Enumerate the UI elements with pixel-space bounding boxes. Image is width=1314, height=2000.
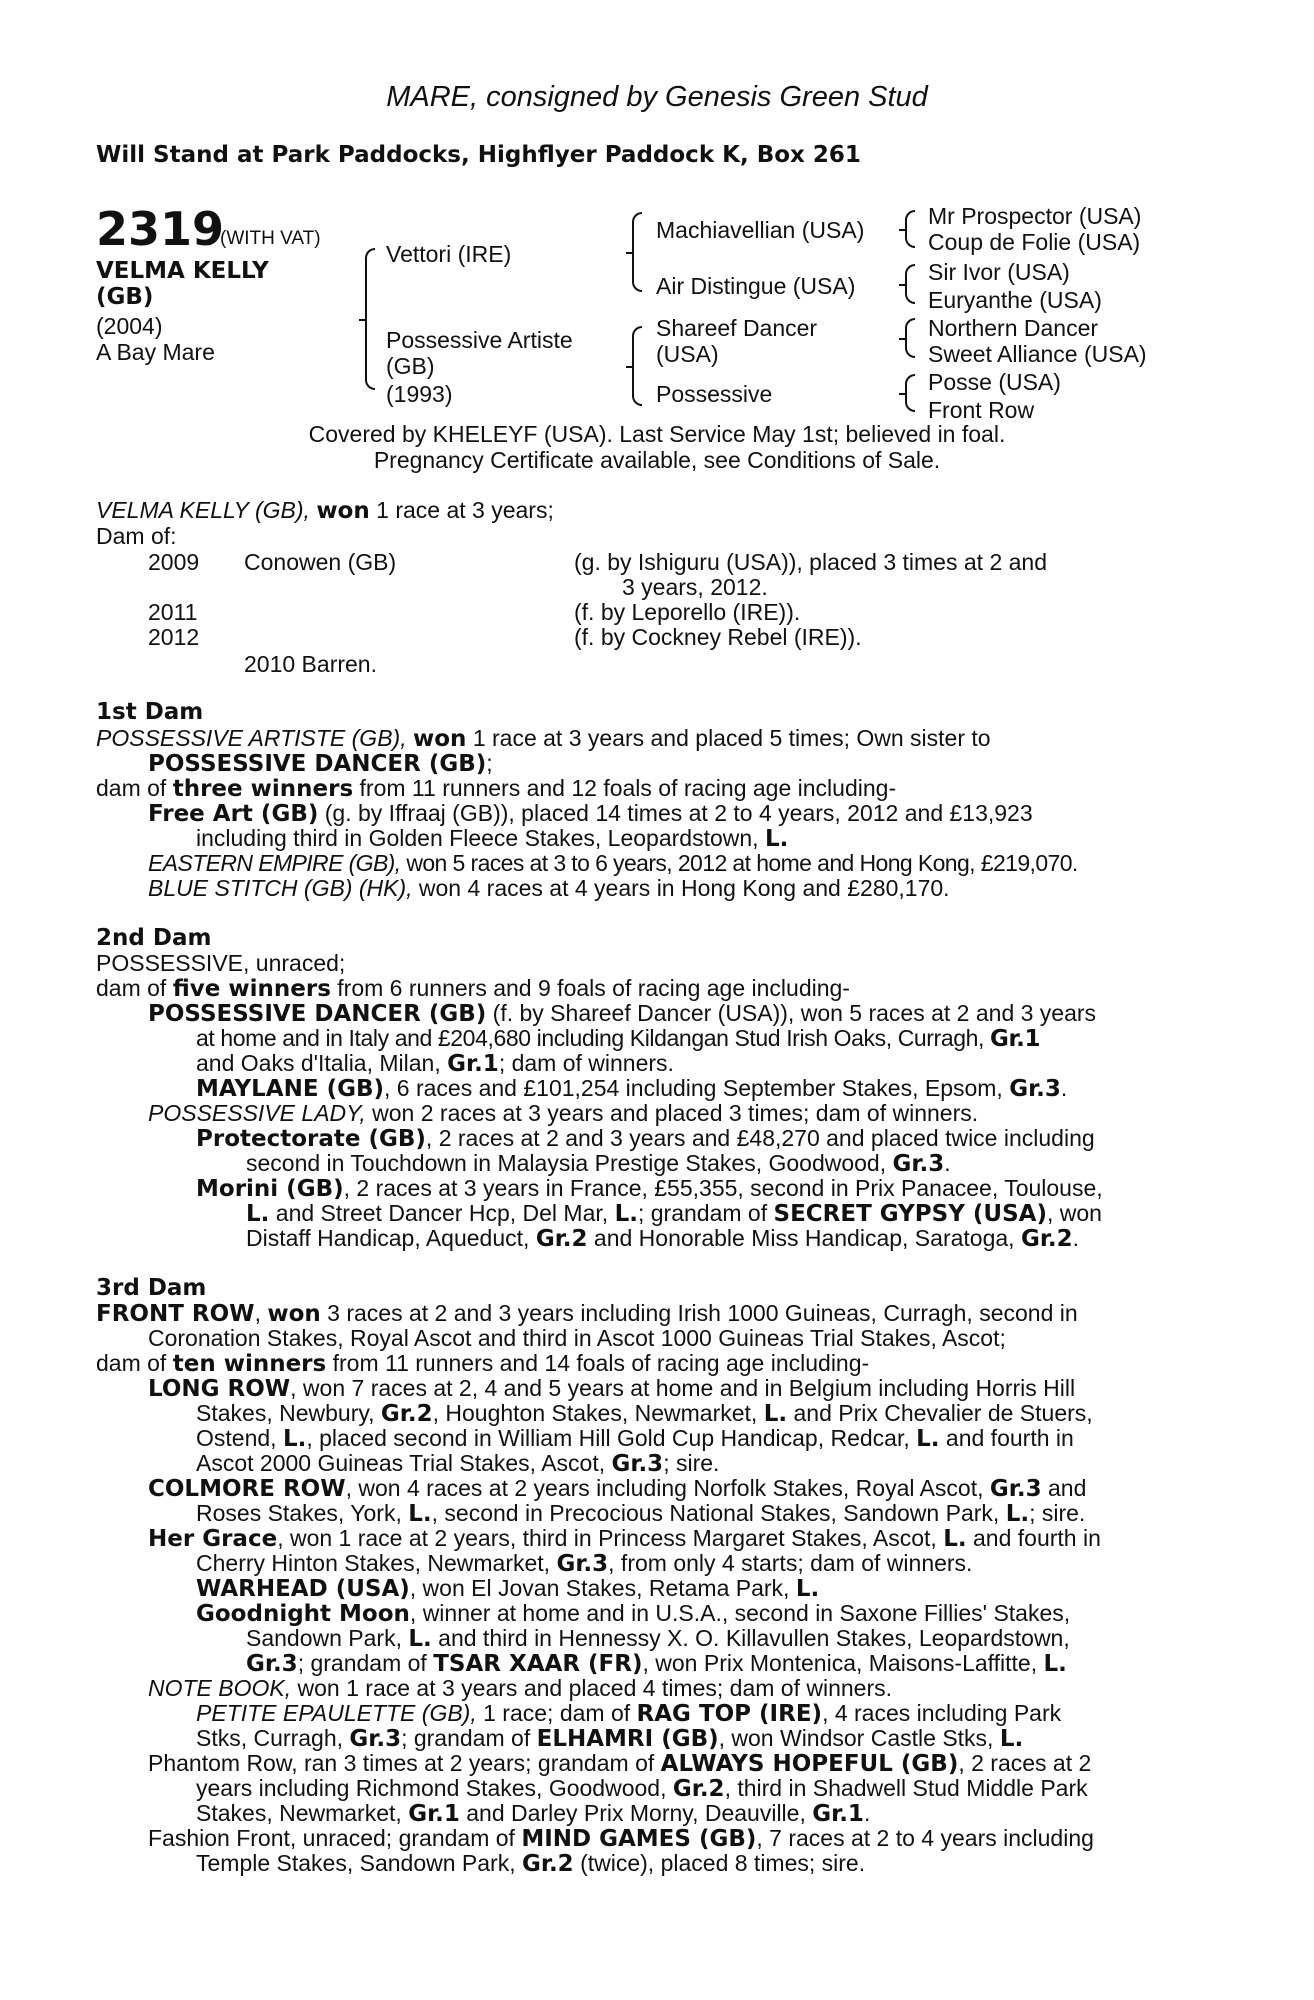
third-dam-line: Temple Stakes, Sandown Park, Gr.2 (twice), placed 8 times; sire. [196, 1850, 866, 1877]
produce-name: Conowen (GB) [244, 549, 397, 575]
second-dam-line: Distaff Handicap, Aqueduct, Gr.2 and Honorable Miss Handicap, Saratoga, Gr.2. [246, 1225, 1080, 1252]
dam-of-label: Dam of: [96, 523, 177, 549]
pedigree-sire: Vettori (IRE) [386, 241, 512, 267]
third-dam-line: NOTE BOOK, won 1 race at 3 years and placed 4 times; dam of winners. [148, 1675, 893, 1701]
horse-description: A Bay Mare [96, 339, 215, 365]
lot-number: 2319 [96, 202, 225, 256]
pedigree-dam-origin: (GB) [386, 353, 435, 379]
third-dam-line: Ascot 2000 Guineas Trial Stakes, Ascot, Gr.3; sire. [196, 1450, 720, 1477]
produce-year: 2012 [148, 624, 200, 650]
pedigree-dsd: Sweet Alliance (USA) [928, 341, 1147, 367]
brace-ds [905, 318, 915, 358]
first-dam-line: Free Art (GB) (g. by Iffraaj (GB)), placed 14 times at 2 to 4 years, 2012 and £13,923 [148, 800, 1033, 827]
third-dam-line: Sandown Park, L. and third in Hennessy X. O. Killavullen Stakes, Leopardstown, [246, 1625, 1070, 1652]
first-dam-heading: 1st Dam [96, 699, 204, 725]
pedigree-dam-year: (1993) [386, 381, 453, 407]
third-dam-line: Her Grace, won 1 race at 2 years, third in Princess Margaret Stakes, Ascot, L. and fourth in [148, 1525, 1101, 1552]
page-title: MARE, consigned by Genesis Green Stud [386, 81, 928, 113]
second-dam-line: dam of five winners from 6 runners and 9 foals of racing age including- [96, 975, 850, 1002]
produce-detail-cont: 3 years, 2012. [622, 574, 768, 600]
produce-year: 2009 [148, 549, 200, 575]
first-dam-line: dam of three winners from 11 runners and 12 foals of racing age including- [96, 775, 897, 802]
pedigree-ssd: Coup de Folie (USA) [928, 229, 1141, 255]
third-dam-line: Stakes, Newmarket, Gr.1 and Darley Prix Morny, Deauville, Gr.1. [196, 1800, 871, 1827]
second-dam-line: MAYLANE (GB), 6 races and £101,254 including September Stakes, Epsom, Gr.3. [196, 1075, 1068, 1102]
produce-detail: (f. by Cockney Rebel (IRE)). [574, 624, 862, 650]
third-dam-line: dam of ten winners from 11 runners and 14 foals of racing age including- [96, 1350, 870, 1377]
pedigree-dam-sire-origin: (USA) [656, 341, 719, 367]
third-dam-line: Phantom Row, ran 3 times at 2 years; grandam of ALWAYS HOPEFUL (GB), 2 races at 2 [148, 1750, 1092, 1777]
pedigree-dam-sire: Shareef Dancer [656, 315, 818, 341]
pedigree-sire-dam: Air Distingue (USA) [656, 273, 856, 299]
third-dam-heading: 3rd Dam [96, 1275, 207, 1301]
third-dam-line: Coronation Stakes, Royal Ascot and third in Ascot 1000 Guineas Trial Stakes, Ascot; [148, 1325, 1006, 1351]
pedigree-dds: Posse (USA) [928, 369, 1061, 395]
third-dam-line: WARHEAD (USA), won El Jovan Stakes, Retama Park, L. [196, 1575, 820, 1602]
horse-name: VELMA KELLY [96, 258, 269, 284]
foaling-year: (2004) [96, 313, 163, 339]
third-dam-line: Stks, Curragh, Gr.3; grandam of ELHAMRI (GB), won Windsor Castle Stks, L. [196, 1725, 1024, 1752]
third-dam-line: Ostend, L., placed second in William Hill Gold Cup Handicap, Redcar, L. and fourth in [196, 1425, 1074, 1452]
third-dam-line: Fashion Front, unraced; grandam of MIND GAMES (GB), 7 races at 2 to 4 years including [148, 1825, 1094, 1852]
pedigree-dam: Possessive Artiste [386, 327, 573, 353]
pedigree-dss: Northern Dancer [928, 315, 1099, 341]
second-dam-line: and Oaks d'Italia, Milan, Gr.1; dam of winners. [196, 1050, 674, 1077]
horse-origin: (GB) [96, 284, 154, 310]
pedigree-sss: Mr Prospector (USA) [928, 203, 1142, 229]
third-dam-line: Gr.3; grandam of TSAR XAAR (FR), won Prix Montenica, Maisons-Laffitte, L. [246, 1650, 1067, 1677]
third-dam-line: Goodnight Moon, winner at home and in U.S.A., second in Saxone Fillies' Stakes, [196, 1600, 1071, 1627]
second-dam-line: L. and Street Dancer Hcp, Del Mar, L.; grandam of SECRET GYPSY (USA), won [246, 1200, 1102, 1227]
brace-sire [632, 212, 642, 292]
stand-location: Will Stand at Park Paddocks, Highflyer Paddock K, Box 261 [96, 142, 861, 168]
vat-note: (WITH VAT) [220, 228, 321, 249]
brace-sire-dam [365, 248, 375, 390]
second-dam-line: second in Touchdown in Malaysia Prestige Stakes, Goodwood, Gr.3. [246, 1150, 951, 1177]
third-dam-line: years including Richmond Stakes, Goodwood, Gr.2, third in Shadwell Stud Middle Park [196, 1775, 1088, 1802]
third-dam-line: LONG ROW, won 7 races at 2, 4 and 5 years at home and in Belgium including Horris Hill [148, 1375, 1076, 1402]
third-dam-line: Roses Stakes, York, L., second in Precocious National Stakes, Sandown Park, L.; sire. [196, 1500, 1086, 1527]
second-dam-line: POSSESSIVE DANCER (GB) (f. by Shareef Dancer (USA)), won 5 races at 2 and 3 years [148, 1000, 1097, 1027]
second-dam-line: POSSESSIVE, unraced; [96, 950, 346, 976]
second-dam-line: at home and in Italy and £204,680 including Kildangan Stud Irish Oaks, Curragh, Gr.1 [196, 1025, 1041, 1052]
pedigree-sire-sire: Machiavellian (USA) [656, 217, 865, 243]
produce-barren: 2010 Barren. [244, 651, 377, 677]
third-dam-line: PETITE EPAULETTE (GB), 1 race; dam of RAG TOP (IRE), 4 races including Park [196, 1700, 1062, 1727]
first-dam-line: EASTERN EMPIRE (GB), won 5 races at 3 to 6 years, 2012 at home and Hong Kong, £219,070. [148, 850, 1078, 876]
third-dam-line: FRONT ROW, won 3 races at 2 and 3 years including Irish 1000 Guineas, Curragh, second in [96, 1300, 1078, 1327]
second-dam-heading: 2nd Dam [96, 925, 212, 951]
third-dam-line: Cherry Hinton Stakes, Newmarket, Gr.3, from only 4 starts; dam of winners. [196, 1550, 973, 1577]
covered-line: Covered by KHELEYF (USA). Last Service May 1st; believed in foal. [308, 421, 1006, 447]
first-dam-line: POSSESSIVE ARTISTE (GB), won 1 race at 3 years and placed 5 times; Own sister to [96, 725, 991, 752]
first-dam-line: POSSESSIVE DANCER (GB); [148, 750, 493, 777]
pedigree-sdd: Euryanthe (USA) [928, 287, 1102, 313]
brace-dd [905, 374, 915, 412]
produce-detail: (g. by Ishiguru (USA)), placed 3 times at 2 and [574, 549, 1047, 575]
third-dam-line: Stakes, Newbury, Gr.2, Houghton Stakes, Newmarket, L. and Prix Chevalier de Stuers, [196, 1400, 1093, 1427]
produce-year: 2011 [148, 599, 198, 625]
second-dam-line: Morini (GB), 2 races at 3 years in France, £55,355, second in Prix Panacee, Toulouse, [196, 1175, 1103, 1202]
first-dam-line: including third in Golden Fleece Stakes, Leopardstown, L. [196, 825, 789, 852]
pedigree-ddd: Front Row [928, 397, 1035, 423]
third-dam-line: COLMORE ROW, won 4 races at 2 years including Norfolk Stakes, Royal Ascot, Gr.3 and [148, 1475, 1087, 1502]
pedigree-sds: Sir Ivor (USA) [928, 259, 1070, 285]
produce-intro: VELMA KELLY (GB), won 1 race at 3 years; [96, 497, 554, 524]
brace-dam [632, 326, 642, 406]
brace-ss [905, 210, 915, 248]
pedigree-dam-dam: Possessive [656, 381, 773, 407]
pregnancy-line: Pregnancy Certificate available, see Conditions of Sale. [373, 447, 941, 473]
second-dam-line: Protectorate (GB), 2 races at 2 and 3 years and £48,270 and placed twice including [196, 1125, 1095, 1152]
second-dam-line: POSSESSIVE LADY, won 2 races at 3 years and placed 3 times; dam of winners. [148, 1100, 979, 1126]
first-dam-line: BLUE STITCH (GB) (HK), won 4 races at 4 years in Hong Kong and £280,170. [148, 875, 950, 901]
brace-sd [905, 264, 915, 304]
produce-detail: (f. by Leporello (IRE)). [574, 599, 801, 625]
